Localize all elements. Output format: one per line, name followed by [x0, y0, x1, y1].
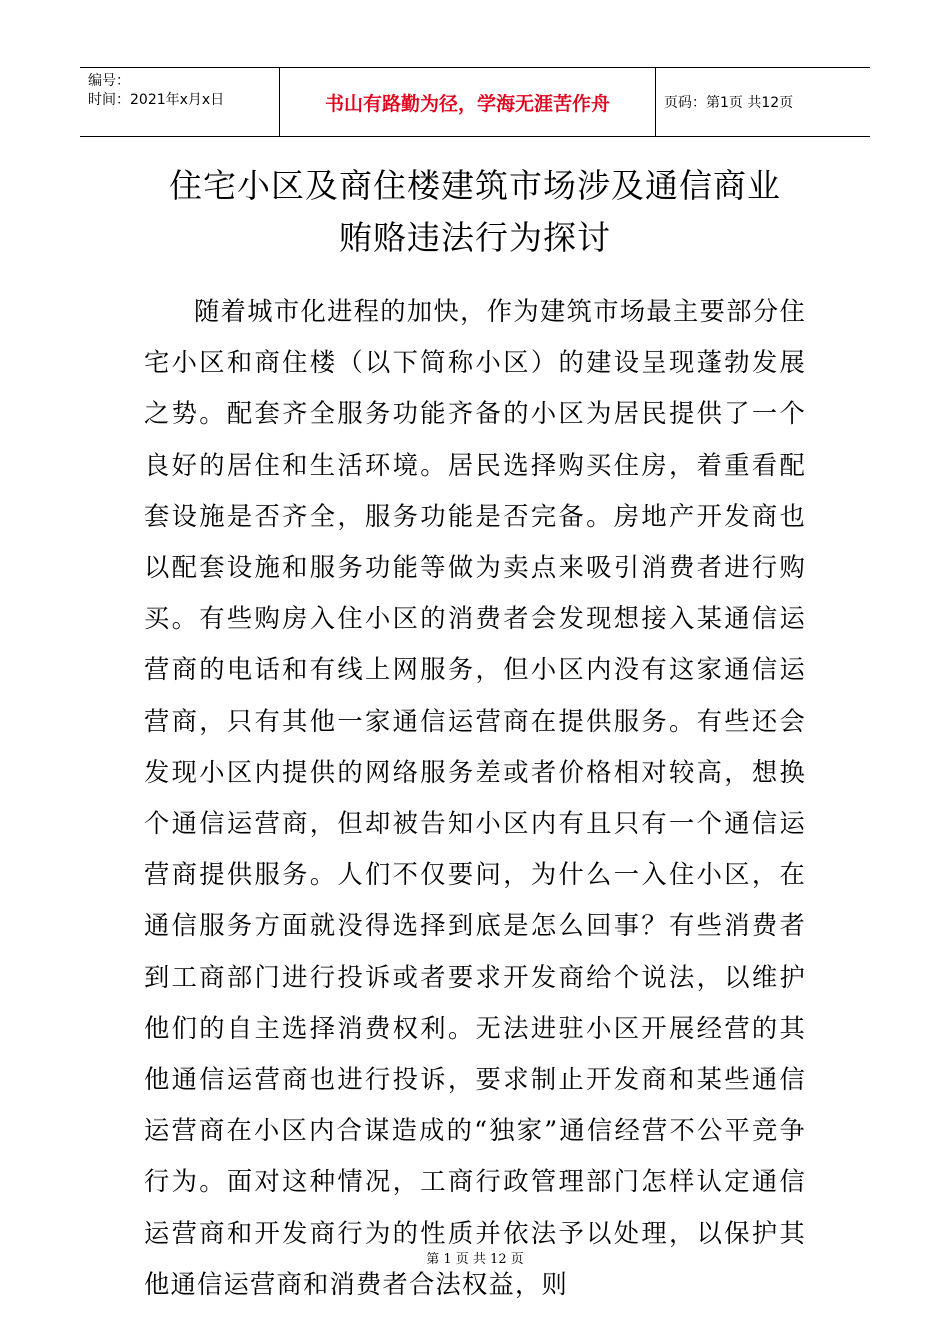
body-paragraph: 随着城市化进程的加快，作为建筑市场最主要部分住宅小区和商住楼（以下简称小区）的建设呈现蓬勃发展之势。配套齐全服务功能齐备的小区为居民提供了一个良好的居住和生活环境。居民选择购买住房，着重看配套设施是否齐全，服务功能是否完备。房地产开发商也以配套设施和服务功能等做为卖点来吸引消费者进行购买。有些购房入住小区的消费者会发现想接入某通信运营商的电话和有线上网服务，但小区内没有这家通信运营商，只有其他一家通信运营商在提供服务。有些还会发现小区内提供的网络服务差或者价格相对较高，想换个通信运营商，但却被告知小区内有且只有一个通信运营商提供服务。人们不仅要问，为什么一入住小区，在通信服务方面就没得选择到底是怎么回事？有些消费者到工商部门进行投诉或者要求开发商给个说法，以维护他们的自主选择消费权利。无法进驻小区开展经营的其他通信运营商也进行投诉，要求制止开发商和某些通信运营商在小区内合谋造成的“独家”通信经营不公平竞争行为。面对这种情况，工商行政管理部门怎样认定通信运营商和开发商行为的性质并依法予以处理，以保护其他通信运营商和消费者合法权益，则 — [144, 297, 806, 1299]
page-footer: 第 1 页 共 12 页 — [426, 1252, 524, 1267]
header-table — [80, 67, 870, 137]
motto-text: 书山有路勤为径，学海无涯苦作舟 — [324, 92, 610, 115]
document-title — [100, 160, 850, 264]
title-line-1: 住宅小区及商住楼建筑市场涉及通信商业 — [169, 166, 781, 205]
number-label: 编号： — [88, 73, 130, 89]
header-motto-cell — [280, 68, 656, 136]
header-meta-cell — [80, 68, 280, 136]
title-line-2: 贿赂违法行为探讨 — [339, 218, 611, 257]
header-page-cell — [656, 68, 870, 136]
page-info: 页码：第1页 共12页 — [664, 95, 794, 111]
time-label: 时间：2021年x月x日 — [88, 92, 225, 108]
